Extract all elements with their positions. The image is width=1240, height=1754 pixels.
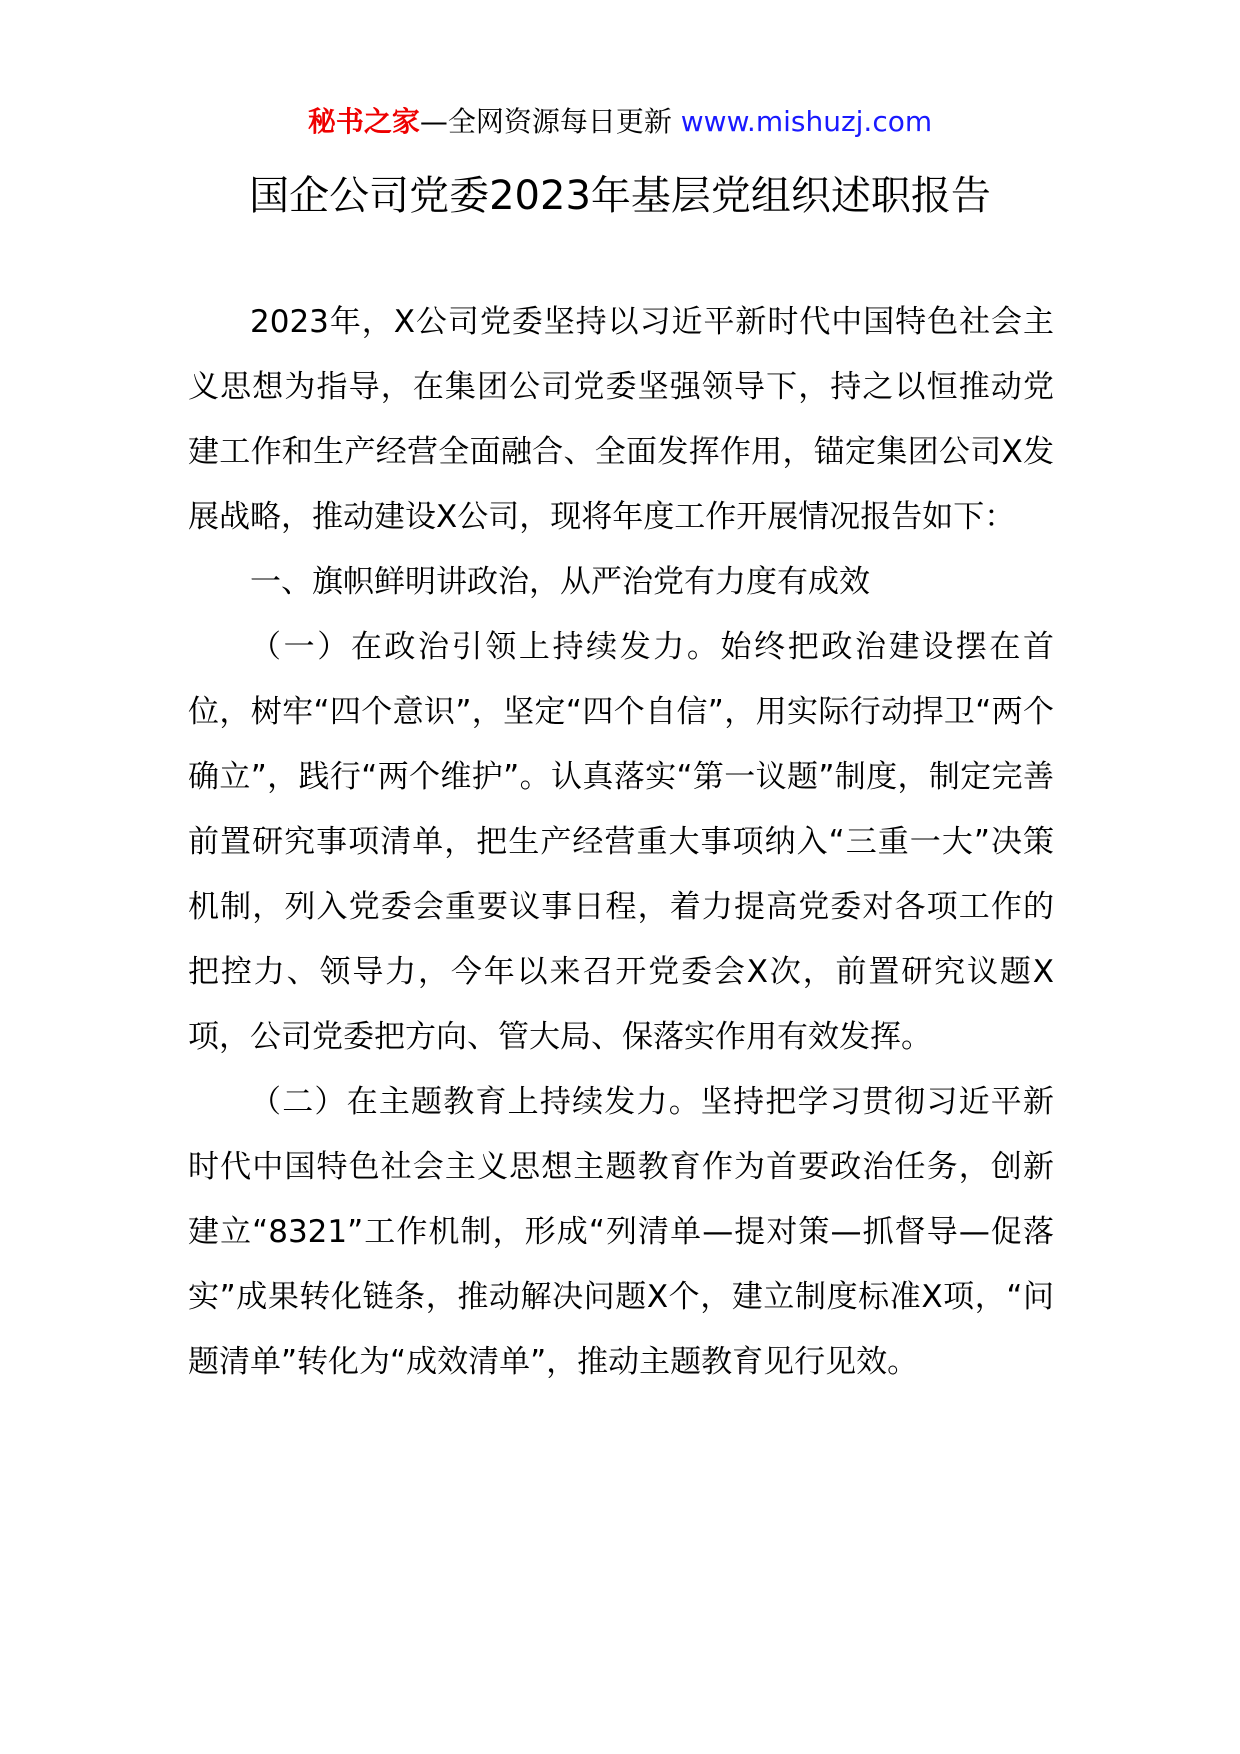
- brand-name: 秘书之家: [307, 105, 420, 138]
- section-heading: 一、旗帜鲜明讲政治，从严治党有力度有成效: [250, 564, 870, 600]
- intro-paragraph: 2023年，X公司党委坚持以习近平新时代中国特色社会主义思想为指导，在集团公司党委坚强领导下，持之以恒推动党建工作和生产经营全面融合、全面发挥作用，锚定集团公司X发展战略，推动建设X公司，现将年度工作开展情况报告如下：: [188, 304, 1054, 535]
- source-header: [0, 100, 1240, 144]
- subsection-paragraph-2: （二）在主题教育上持续发力。坚持把学习贯彻习近平新时代中国特色社会主义思想主题教育作为首要政治任务，创新建立“8321”工作机制，形成“列清单—提对策—抓督导—促落实”成果转化链条，推动解决问题X个，建立制度标准X项，“问题清单”转化为“成效清单”，推动主题教育见行见效。: [188, 1084, 1054, 1380]
- document-body: [188, 290, 1054, 1395]
- site-url-link[interactable]: www.mishuzj.com: [680, 105, 933, 138]
- header-tagline: —全网资源每日更新: [419, 105, 681, 138]
- subsection-paragraph-1: （一）在政治引领上持续发力。始终把政治建设摆在首位，树牢“四个意识”，坚定“四个自信”，用实际行动捍卫“两个确立”，践行“两个维护”。认真落实“第一议题”制度，制定完善前置研究事项清单，把生产经营重大事项纳入“三重一大”决策机制，列入党委会重要议事日程，着力提高党委对各项工作的把控力、领导力，今年以来召开党委会X次，前置研究议题X项，公司党委把方向、管大局、保落实作用有效发挥。: [188, 629, 1054, 1055]
- document-title: 国企公司党委2023年基层党组织述职报告: [249, 173, 991, 219]
